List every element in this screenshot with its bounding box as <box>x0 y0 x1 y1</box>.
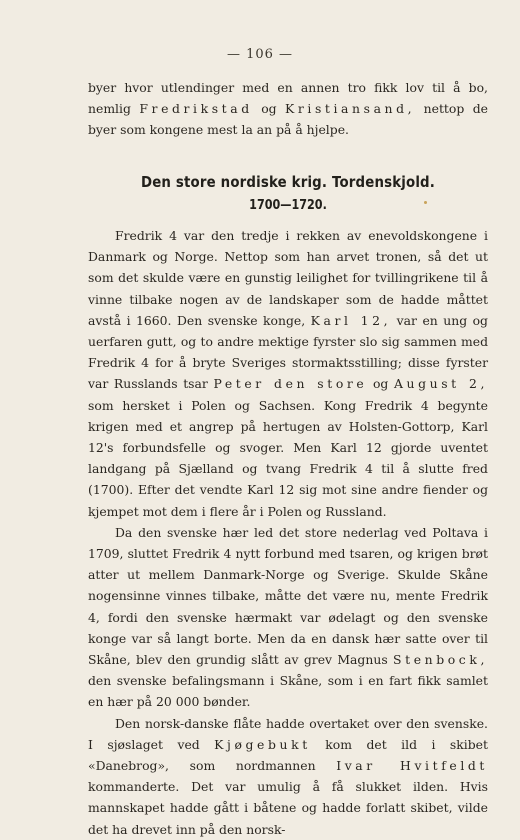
paragraph-2-text-b: den svenske befalingsmann i Skåne, som i en fart fikk samlet en hær på 20 000 bønder. <box>88 673 488 710</box>
intro-line-3: kongene mest la an på å hjelpe. <box>149 122 349 138</box>
name-ivar-hvitfeldt: Ivar Hvitfeldt <box>336 758 488 774</box>
paragraph-1-text-a: Fredrik 4 var den tredje i rekken av enevoldskongene i Danmark og Norge. Nettop som han arvet tronen, så det ut som det skulde være en gunstig leilighet for tvillingrikene til å vinne tilbake nogen av de landskaper som de hadde måttet avstå i 1660. Den svenske konge, <box>88 228 488 328</box>
name-peter-den-store: Peter den store <box>213 376 368 392</box>
name-august-2: August 2, <box>393 376 489 392</box>
intro-line-2-tail: nettop de byer som <box>88 101 488 138</box>
intro-line-1: byer hvor utlendinger med en annen tro fikk lov til å bo, nemlig <box>88 80 488 117</box>
city-fredrikstad: Fredrikstad <box>139 101 253 117</box>
paragraph-1 <box>88 225 488 522</box>
paragraph-1-text-b: var en ung og uerfaren gutt, og to andre mektige fyrster slo sig sammen med Fredrik 4 for å bryte Sveriges stormaktsstilling; disse fyrster var Russlands tsar <box>88 312 488 392</box>
paragraph-1-text-d: som hersket i Polen og Sachsen. Kong Fredrik 4 begynte krigen med et angrep på hertugen av Holsten-Gottorp, Karl 12's forbundsfelle og svoger. Men Karl 12 gjorde uventet landgang på Sjælland og tvang Fredrik 4 til å slutte fred (1700). Efter det vendte Karl 12 sig mot sine andre fiender og kjempet mot dem i flere år i Polen og Russland. <box>88 397 488 519</box>
paragraph-1-text-c: og <box>367 376 394 392</box>
intro-text <box>88 77 488 141</box>
paragraph-2 <box>88 522 488 713</box>
paragraph-2-text-a: Da den svenske hær led det store nederlag ved Poltava i 1709, sluttet Fredrik 4 nytt forbund med tsaren, og krigen brøt atter ut mellem Danmark-Norge og Sverige. Skulde Skåne nogensinne vinnes tilbake, måtte det være nu, mente Fredrik 4, fordi den svenske hærmakt var ødelagt og den svenske konge var så langt borte. Men da en dansk hær satte over til Skåne, blev den grundig slått av grev Magnus <box>88 524 488 668</box>
paragraph-3-text-c: kommanderte. Det var umulig å få slukket ilden. Hvis mannskapet hadde gått i båtene og hadde forlatt skibet, vilde det ha drevet inn på den norsk- <box>88 779 488 837</box>
paragraph-3-text-a: Den norsk-danske flåte hadde overtaket over den svenske. I sjøslaget ved <box>88 715 488 752</box>
section-title: Den store nordiske krig. Tordenskjold. <box>140 173 436 191</box>
paragraph-3 <box>88 713 488 840</box>
page-number: — 106 — <box>226 47 294 62</box>
intro-paragraph <box>88 77 488 141</box>
section-years: 1700—1720. <box>249 198 327 213</box>
ink-speck <box>424 201 427 204</box>
intro-and: og <box>252 101 285 117</box>
name-karl-12: Karl 12, <box>310 312 392 328</box>
paragraph-3-text-b: kom det ild i skibet «Danebrog», som nordmannen <box>88 736 488 774</box>
place-kjogebukt: Kjøgebukt <box>214 736 311 752</box>
name-stenbock: Stenbock, <box>393 652 488 668</box>
city-kristiansand: Kristiansand, <box>285 101 416 117</box>
body-text <box>88 225 488 840</box>
